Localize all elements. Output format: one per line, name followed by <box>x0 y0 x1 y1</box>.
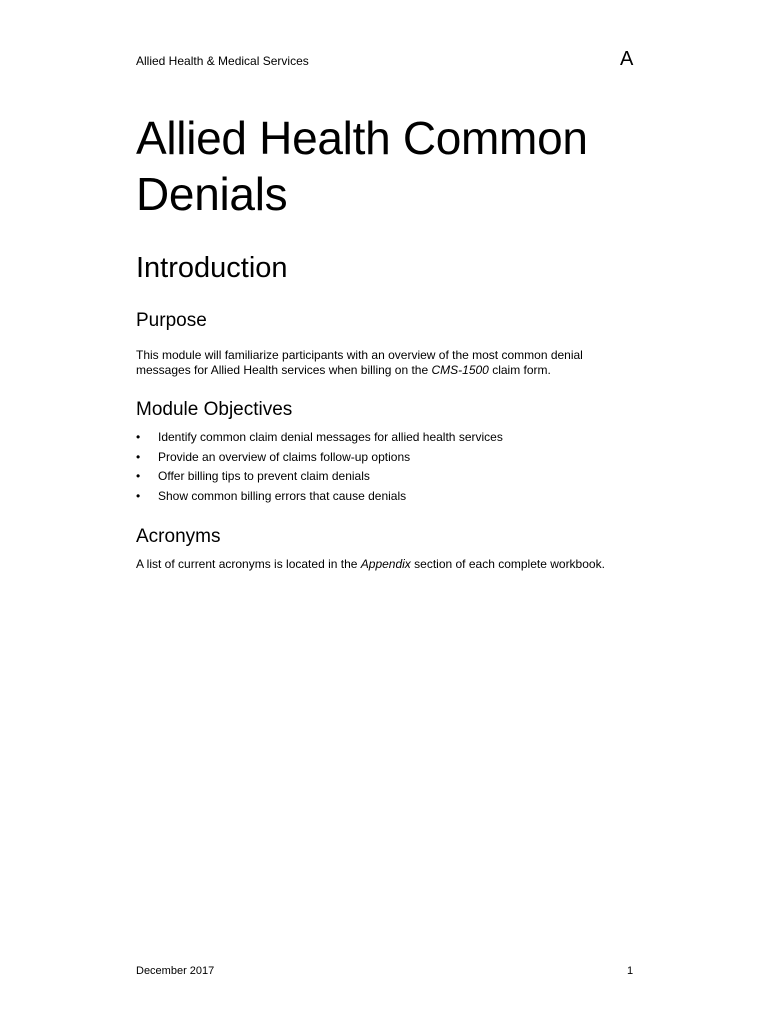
acronyms-heading: Acronyms <box>136 526 221 547</box>
section-letter: A <box>620 48 634 70</box>
appendix-reference: Appendix <box>360 557 411 571</box>
acronyms-text <box>136 557 636 572</box>
bullet-icon: • <box>136 449 141 464</box>
bullet-icon: • <box>136 489 141 504</box>
list-item-text: Identify common claim denial messages for allied health services <box>158 430 503 444</box>
list-item <box>136 489 503 509</box>
list-item-text: Show common billing errors that cause denials <box>158 489 407 504</box>
document-title: Allied Health Common Denials <box>136 112 588 220</box>
objectives-list <box>136 430 503 509</box>
list-item <box>136 450 503 470</box>
purpose-text-part-1: This module will familiarize participants with an overview of the most common denial messages for Allied Health services when billing on the <box>136 348 583 377</box>
acronyms-text-part-2: section of each complete workbook. <box>410 557 605 571</box>
list-item <box>136 430 503 450</box>
list-item-text: Offer billing tips to prevent claim denials <box>158 469 370 484</box>
list-item-text: Provide an overview of claims follow-up options <box>158 449 411 464</box>
bullet-icon: • <box>136 469 141 484</box>
objectives-heading: Module Objectives <box>136 399 293 420</box>
footer-date: December 2017 <box>136 965 215 977</box>
purpose-text-part-2: claim form. <box>488 363 551 377</box>
purpose-text <box>136 348 636 378</box>
page-number: 1 <box>627 965 634 977</box>
purpose-form-name: CMS-1500 <box>431 363 489 377</box>
list-item <box>136 469 503 489</box>
acronyms-text-part-1: A list of current acronyms is located in the <box>136 557 361 571</box>
bullet-icon: • <box>136 430 141 444</box>
purpose-heading: Purpose <box>136 310 207 331</box>
section-heading: Introduction <box>136 252 288 284</box>
running-header: Allied Health & Medical Services <box>136 54 309 68</box>
